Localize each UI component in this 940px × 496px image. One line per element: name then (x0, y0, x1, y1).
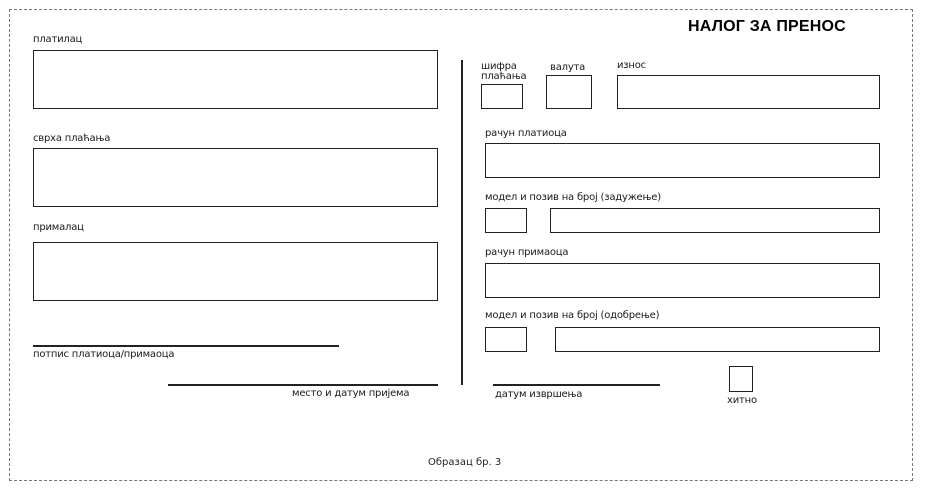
recipient-field[interactable] (33, 242, 438, 301)
payer-field[interactable] (33, 50, 438, 109)
recipient-account-field[interactable] (485, 263, 880, 298)
credit-model-label: модел и позив на број (одобрење) (485, 310, 660, 321)
form-title: НАЛОГ ЗА ПРЕНОС (688, 18, 846, 35)
payer-account-label: рачун платиоца (485, 128, 567, 139)
execution-date-label: датум извршења (495, 389, 583, 400)
credit-model-field[interactable] (485, 327, 527, 352)
purpose-field[interactable] (33, 148, 438, 207)
execution-date-line[interactable] (493, 384, 660, 386)
amount-label: износ (617, 60, 646, 71)
payment-code-label: шифра плаћања (481, 61, 527, 82)
urgent-label: хитно (727, 395, 757, 406)
debit-model-field[interactable] (485, 208, 527, 233)
currency-label: валута (550, 62, 586, 73)
recipient-account-label: рачун примаоца (485, 247, 569, 258)
form-number: Образац бр. 3 (428, 457, 502, 468)
debit-model-label: модел и позив на број (задужење) (485, 192, 661, 203)
amount-field[interactable] (617, 75, 880, 109)
recipient-label: прималац (33, 222, 84, 233)
signature-line[interactable] (33, 345, 339, 347)
signature-label: потпис платиоца/примаоца (33, 349, 175, 360)
payer-label: платилац (33, 34, 83, 45)
urgent-checkbox[interactable] (729, 366, 753, 392)
currency-field[interactable] (546, 75, 592, 109)
column-divider (461, 60, 463, 385)
debit-reference-field[interactable] (550, 208, 880, 233)
place-date-line[interactable] (168, 384, 438, 386)
credit-reference-field[interactable] (555, 327, 880, 352)
purpose-label: сврха плаћања (33, 133, 111, 144)
payment-code-field[interactable] (481, 84, 523, 109)
payer-account-field[interactable] (485, 143, 880, 178)
place-date-label: место и датум пријема (292, 388, 410, 399)
